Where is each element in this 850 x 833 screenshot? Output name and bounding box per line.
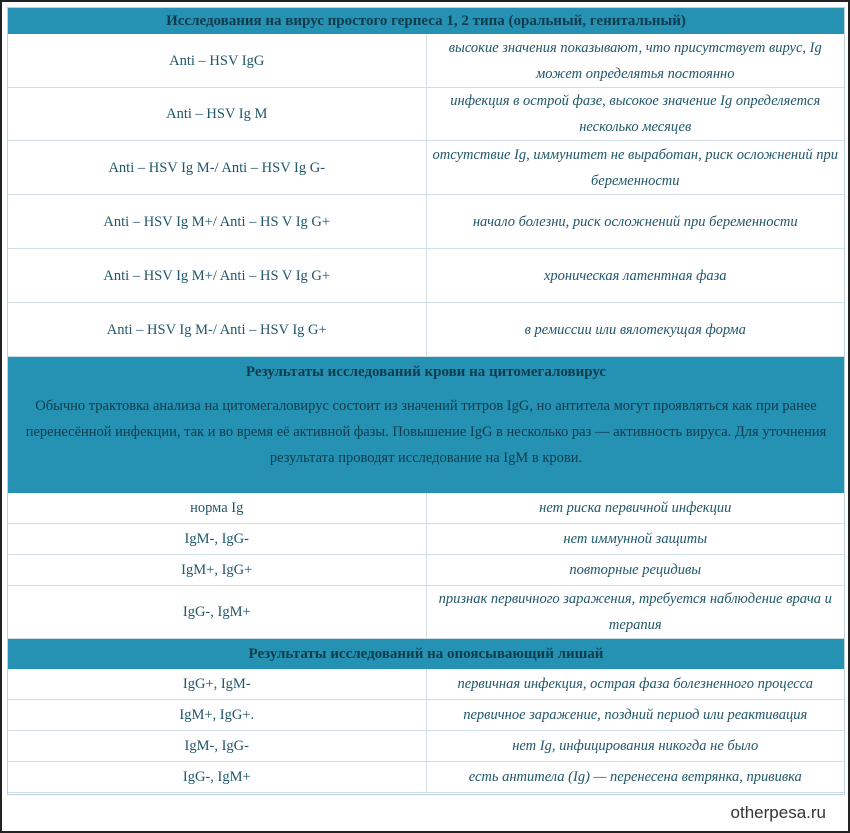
table-row <box>8 249 844 303</box>
interpretation-cell: повторные рецидивы <box>426 555 844 586</box>
interpretation-cell: нет Ig, инфицирования никогда не было <box>426 731 844 762</box>
marker-cell: норма Ig <box>8 493 426 524</box>
marker-cell: Anti – HSV Ig M+/ Anti – HS V Ig G+ <box>8 195 426 249</box>
results-table <box>8 8 844 793</box>
marker-cell: IgM-, IgG- <box>8 731 426 762</box>
marker-cell: Anti – HSV IgG <box>8 34 426 88</box>
interpretation-cell: нет риска первичной инфекции <box>426 493 844 524</box>
marker-cell: Anti – HSV Ig M-/ Anti – HSV Ig G+ <box>8 303 426 357</box>
herpes-header-row <box>8 8 844 34</box>
zoster-header-row <box>8 639 844 670</box>
marker-cell: Anti – HSV Ig M-/ Anti – HSV Ig G- <box>8 141 426 195</box>
herpes-title: Исследования на вирус простого герпеса 1, 2 типа (оральный, генитальный) <box>8 8 844 34</box>
marker-cell: IgM+, IgG+. <box>8 700 426 731</box>
marker-cell: IgG+, IgM- <box>8 669 426 700</box>
table-row <box>8 524 844 555</box>
marker-cell: IgM+, IgG+ <box>8 555 426 586</box>
cmv-title: Результаты исследований крови на цитомегаловирус <box>8 357 844 388</box>
interpretation-cell: хроническая латентная фаза <box>426 249 844 303</box>
interpretation-cell: в ремиссии или вялотекущая форма <box>426 303 844 357</box>
marker-cell: Anti – HSV Ig M+/ Anti – HS V Ig G+ <box>8 249 426 303</box>
table-row <box>8 34 844 88</box>
marker-cell: IgM-, IgG- <box>8 524 426 555</box>
table-row <box>8 586 844 639</box>
marker-cell: IgG-, IgM+ <box>8 762 426 793</box>
table-row <box>8 555 844 586</box>
table-row <box>8 669 844 700</box>
interpretation-cell: высокие значения показывают, что присутствует вирус, Ig может определятья постоянно <box>426 34 844 88</box>
interpretation-cell: есть антитела (Ig) — перенесена ветрянка, прививка <box>426 762 844 793</box>
interpretation-cell: инфекция в острой фазе, высокое значение Ig определяется несколько месяцев <box>426 88 844 141</box>
cmv-note-row <box>8 387 844 493</box>
table-row <box>8 493 844 524</box>
table-row <box>8 303 844 357</box>
interpretation-cell: отсутствие Ig, иммунитет не выработан, риск осложнений при беременности <box>426 141 844 195</box>
zoster-title: Результаты исследований на опоясывающий лишай <box>8 639 844 670</box>
table-row <box>8 700 844 731</box>
interpretation-cell: первичное заражение, поздний период или реактивация <box>426 700 844 731</box>
marker-cell: IgG-, IgM+ <box>8 586 426 639</box>
cmv-header-row <box>8 357 844 388</box>
cmv-note: Обычно трактовка анализа на цитомегаловирус состоит из значений титров IgG, но антитела могут проявляться как при ранее перенесённой инфекции, так и во время её активной фазы. Повышение IgG в несколько раз — активность вируса. Для уточнения результата проводят исследование на IgM в крови. <box>8 387 844 493</box>
site-watermark: otherpesa.ru <box>730 803 826 822</box>
table-row <box>8 195 844 249</box>
table-row <box>8 731 844 762</box>
interpretation-cell: первичная инфекция, острая фаза болезненного процесса <box>426 669 844 700</box>
table-row <box>8 88 844 141</box>
results-table-container <box>7 7 845 795</box>
interpretation-cell: признак первичного заражения, требуется наблюдение врача и терапия <box>426 586 844 639</box>
table-row <box>8 762 844 793</box>
interpretation-cell: нет иммунной защиты <box>426 524 844 555</box>
marker-cell: Anti – HSV Ig M <box>8 88 426 141</box>
interpretation-cell: начало болезни, риск осложнений при беременности <box>426 195 844 249</box>
table-row <box>8 141 844 195</box>
